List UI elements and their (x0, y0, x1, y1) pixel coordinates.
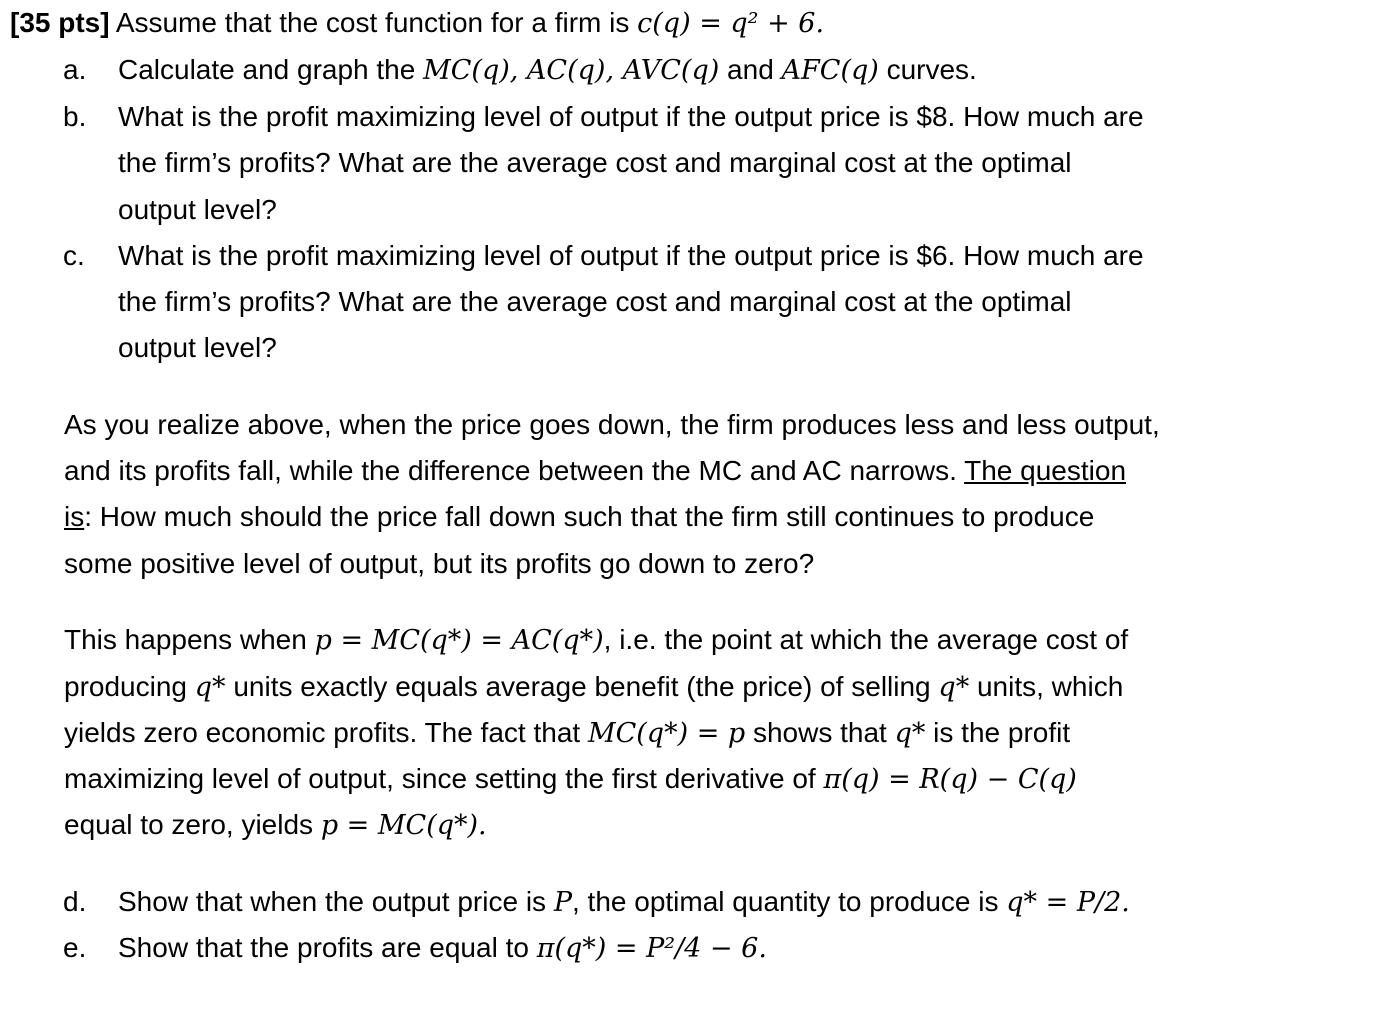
part-d-m1: P (553, 887, 572, 918)
para2-line3 (64, 716, 1070, 751)
para2-l2m2: q* (938, 672, 970, 703)
part-d-m2: q* = P/2. (1006, 887, 1130, 918)
part-a-t1: Calculate and graph the (118, 54, 424, 85)
part-d-t2: , the optimal quantity to produce is (572, 886, 1007, 917)
para2-line1 (64, 623, 1128, 658)
para2-l5m: p = MC(q*). (320, 810, 487, 841)
part-c-line2: the firm’s profits? What are the average cost and marginal cost at the optimal (118, 286, 1072, 317)
part-c-line1: What is the profit maximizing level of output if the output price is $6. How much are (118, 240, 1144, 271)
intro-text: Assume that the cost function for a firm is (109, 7, 638, 38)
para2-l1a: This happens when (64, 624, 315, 655)
para2-l1b: , i.e. the point at which the average cost of (603, 624, 1129, 655)
para1-line2 (64, 454, 1126, 488)
part-a-text (118, 53, 977, 88)
part-e-t1: Show that the profits are equal to (118, 932, 537, 963)
part-e-letter: e. (63, 932, 87, 963)
part-a-t2: and (719, 54, 782, 85)
part-c-line3: output level? (118, 332, 277, 363)
part-b-line1: What is the profit maximizing level of output if the output price is $8. How much are (118, 101, 1144, 132)
para1-line3-text: : How much should the price fall down such that the firm still continues to produce (84, 501, 1095, 532)
para2-l3m1: MC(q*) = p (587, 718, 746, 749)
para2-l2c: units, which (969, 671, 1124, 702)
para1-line2-text: and its profits fall, while the difference between the MC and AC narrows. (64, 455, 965, 486)
para2-l2b: units exactly equals average benefit (the price) of selling (225, 671, 939, 702)
cost-function: c(q) = q² + 6. (637, 8, 825, 39)
para1-line4: some positive level of output, but its profits go down to zero? (64, 548, 815, 579)
para1-underlined-question: The question (964, 455, 1127, 486)
para2-l3m2: q* (894, 718, 926, 749)
para2-l1m: p = MC(q*) = AC(q*) (314, 625, 604, 656)
part-e-m1: π(q*) = P²/4 − 6. (536, 933, 767, 964)
para2-l3a: yields zero economic profits. The fact that (64, 717, 588, 748)
para2-line4 (64, 762, 1077, 797)
part-a-t3: curves. (878, 54, 977, 85)
points-label: [35 pts] (10, 7, 110, 38)
para2-l5a: equal to zero, yields (64, 809, 321, 840)
part-a-m2: AFC(q) (781, 55, 879, 86)
para2-l2a: producing (64, 671, 195, 702)
para2-l2m1: q* (194, 672, 226, 703)
para2-l4a: maximizing level of output, since setting the first derivative of (64, 763, 824, 794)
part-d-t1: Show that when the output price is (118, 886, 554, 917)
part-b-line2: the firm’s profits? What are the average cost and marginal cost at the optimal (118, 147, 1072, 178)
part-b-line3: output level? (118, 194, 277, 225)
part-d-text (118, 885, 1130, 920)
para2-l4m: π(q) = R(q) − C(q) (823, 764, 1077, 795)
problem-header (10, 6, 824, 41)
para2-l3b: shows that (745, 717, 895, 748)
part-d-letter: d. (63, 886, 87, 917)
part-e-text (118, 931, 767, 966)
para1-line3 (64, 500, 1094, 534)
para2-line5 (64, 808, 487, 843)
part-b-letter: b. (63, 101, 87, 132)
part-a-letter: a. (63, 54, 87, 85)
para1-line1: As you realize above, when the price goes down, the firm produces less and less output, (64, 409, 1160, 440)
part-c-letter: c. (63, 240, 85, 271)
part-a-m1: MC(q), AC(q), AVC(q) (423, 55, 720, 86)
para2-line2 (64, 670, 1123, 705)
para2-l3c: is the profit (925, 717, 1071, 748)
para1-underlined-is: is (64, 501, 85, 532)
